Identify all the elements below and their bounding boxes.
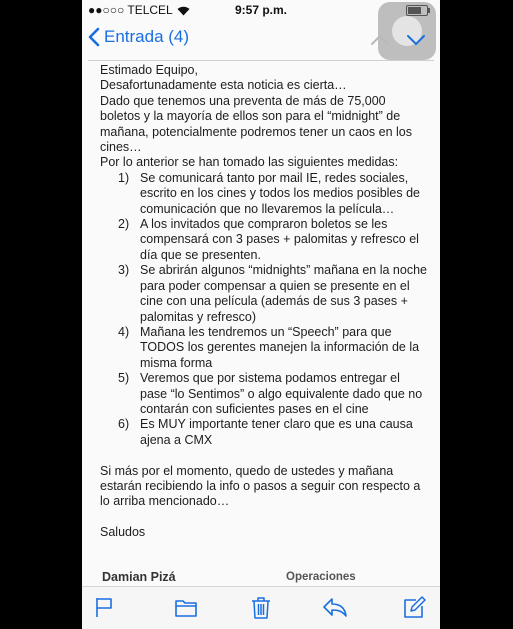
list-item: 4) Mañana les tendremos un “Speech” para que TODOS los gerentes manejen la información de la misma forma xyxy=(118,324,420,370)
list-item: 6) Es MUY importante tener claro que es una causa ajena a CMX xyxy=(118,417,413,447)
email-greeting: Estimado Equipo, xyxy=(100,63,198,77)
sender-dept: Operaciones xyxy=(286,571,356,583)
bottom-toolbar xyxy=(82,586,440,629)
email-body xyxy=(100,63,428,541)
phone-screen xyxy=(82,0,440,629)
trash-icon[interactable] xyxy=(250,596,272,620)
header-divider xyxy=(88,60,434,61)
chevron-left-icon xyxy=(88,27,100,47)
compose-icon[interactable] xyxy=(402,596,426,620)
list-item: 1) Se comunicará tanto por mail IE, redes sociales, escrito en los cines y todos los medios posibles de comunicación que no llevaremos la película… xyxy=(118,170,421,216)
list-item: 3) Se abrirán algunos “midnights” mañana en la noche para poder compensar a quien se presente en el cine con una película (además de sus 3 pases + palomitas y refresco) xyxy=(118,263,427,324)
reply-icon[interactable] xyxy=(322,596,348,618)
email-closing: Si más por el momento, quedo de ustedes y mañana estarán recibiendo la info o pasos a seguir con respecto a lo arriba mencionado… xyxy=(100,463,421,509)
back-button[interactable] xyxy=(88,27,189,47)
measures-list xyxy=(100,171,428,448)
chevron-down-icon[interactable] xyxy=(406,34,426,46)
list-item: 2) A los invitados que compraron boletos se les compensará con 3 pases + palomitas y refresco el día que se presenten. xyxy=(118,217,419,262)
chevron-up-icon[interactable] xyxy=(370,34,390,46)
message-nav xyxy=(370,34,426,46)
nav-bar xyxy=(82,20,440,60)
folder-icon[interactable] xyxy=(174,596,198,618)
email-signoff: Saludos xyxy=(100,525,146,540)
status-time: 9:57 p.m. xyxy=(234,3,288,17)
list-item: 5) Veremos que por sistema podamos entregar el pase “lo Sentimos” o algo equivalente dado que no contarán con suficientes pases en el cine xyxy=(118,371,423,416)
assistive-touch-button[interactable] xyxy=(378,2,436,60)
flag-icon[interactable] xyxy=(94,596,114,618)
email-intro-1: Desafortunadamente esta noticia es cierta… xyxy=(100,78,347,93)
back-label: Entrada (4) xyxy=(104,27,190,46)
sender-name: Damian Pizá xyxy=(102,570,176,584)
email-intro-3: Por lo anterior se han tomado las siguientes medidas: xyxy=(100,155,399,170)
carrier-label: ●●○○○ TELCEL xyxy=(88,3,173,17)
email-intro-2: Dado que tenemos una preventa de más de 75,000 boletos y la mayoría de ellos son para el “midnight” de mañana, potencialmente podremos tener un caos en los cines… xyxy=(100,93,412,155)
